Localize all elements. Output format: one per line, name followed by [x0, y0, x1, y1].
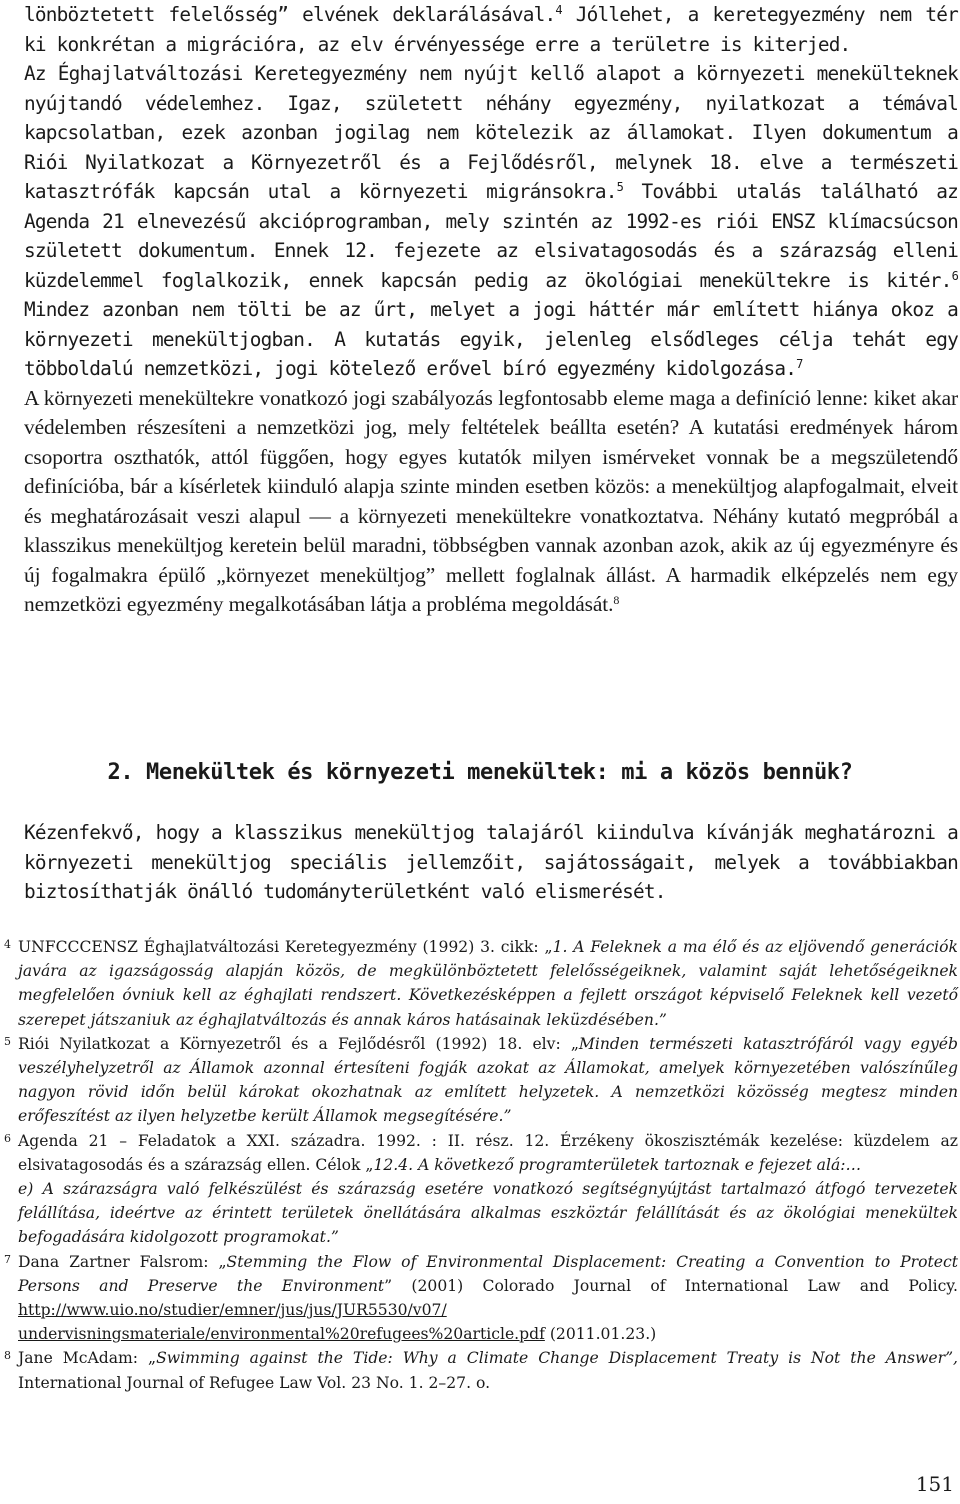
footnote-ref[interactable]: 8: [613, 593, 620, 607]
footnote-number: 6: [4, 1131, 11, 1145]
footnote-title: Swimming against the Tide: Why a Climate Change Displacement Treaty is Not the Answer”,: [156, 1349, 959, 1368]
footnote-4: [4, 935, 958, 1032]
footnote-6: [4, 1129, 958, 1250]
paragraph-text: Mindez azonban nem tölti be az űrt, melyet a jogi háttér már említett hiánya okoz a környezeti menekültjogban. A kutatás egyik, jelenleg elsődleges célja tehát egy többoldalú nemzetközi, jogi kötelező erővel bíró egyezmény kidolgozása.: [24, 298, 958, 380]
section-heading: 2. Menekültek és környezeti menekültek: mi a közös bennük?: [107, 760, 853, 785]
footnote-quote: 1. A Feleknek a ma élő és az eljövendő generációk javára az igazságosság alapján közös, de megkülönböztetett felelősségeiknek, valamint saját lehetőségeiknek megfelelően óvniuk kell az éghajlati rendszert. Következésképpen a fejlett országot képviselő Feleknek kell vezető szerepet játszaniuk az éghajlatváltozás és annak káros hatásainak leküzdésében.”: [18, 938, 958, 1029]
footnote-text: Dana Zartner Falsrom: „: [18, 1252, 227, 1271]
paragraph: [24, 384, 958, 620]
footnote-ref[interactable]: 7: [796, 357, 803, 371]
section-body: [24, 818, 958, 907]
footnote-number: 4: [4, 938, 11, 951]
paragraph-text: lönböztetett felelősség” elvének deklarálásával.: [24, 3, 556, 26]
footnote-7: [4, 1250, 958, 1347]
paragraph-text: A környezeti menekültekre vonatkozó jogi szabályozás legfontosabb eleme maga a definíció lenne: kiket akar védelemben részesíteni a nemzetközi jog, mely feltételek beállta esetén? A kutatási eredmények három csoportra oszthatók, attól függően, hogy egyes kutatók milyen ismérveket vonnak be a megszületendő definícióba, bár a kísérletek kiinduló alapja szinte minden esetben közös: a menekültjog alapfogalmait, elveit és meghatározásait veszi alapul — a környezeti menekültekre vonatkoztatva. Néhány kutató megpróbál a klasszikus menekültjog keretein belül maradni, többségben vannak azonban azok, akik az új egyezményre és új fogalmakra épülő „környezet menekültjog” mellett foglalnak állást. A harmadik elképzelés nem egy nemzetközi egyezmény megalkotásában látja a probléma megoldását.: [24, 385, 958, 616]
footnote-text: Riói Nyilatkozat a Környezetről és a Fejlődésről (1992) 18. elv: „: [18, 1034, 579, 1053]
footnote-5: [4, 1032, 958, 1129]
paragraph-text: Jóllehet, a keretegyezmény nem tér ki konkrétan a migrációra, az elv érvényessége erre a területre is kiterjed.: [24, 3, 958, 56]
footnote-text: Agenda 21 – Feladatok a XXI. századra. 1992. : II. rész. 12. Érzékeny ökoszisztémák kezelése: küzdelem az elsivatagosodás és a szárazság ellen. Célok „: [18, 1131, 958, 1174]
footnote-text: ” (2001) Colorado Journal of International Law and Policy.: [384, 1276, 958, 1295]
paragraph: [24, 59, 958, 384]
page-number: 151: [915, 1472, 954, 1496]
footnote-text: International Journal of Refugee Law Vol. 23 No. 1. 2–27. o.: [18, 1373, 491, 1392]
footnote-text: UNFCCCENSZ Éghajlatváltozási Keretegyezmény (1992) 3. cikk: „: [18, 938, 553, 956]
footnote-text: Jane McAdam: „: [18, 1349, 157, 1368]
footnote-ref[interactable]: 5: [616, 180, 624, 194]
footnote-link[interactable]: http://www.uio.no/studier/emner/jus/jus/JUR5530/v07/ undervisningsmateriale/environmental%20refugees%20article.pdf: [18, 1301, 545, 1344]
paragraph-text: További utalás található az Agenda 21 elnevezésű akcióprogramban, mely szintén az 1992-es riói ENSZ klímacsúcson született dokumentum. Ennek 12. fejezete az elsivatagosodás és a szárazság elleni küzdelemmel foglalkozik, ennek kapcsán pedig az ökológiai menekültekre is kitér.: [24, 180, 958, 292]
paragraph-text: Az Éghajlatváltozási Keretegyezmény nem nyújt kellő alapot a környezeti menekülteknek nyújtandó védelemhez. Igaz, született néhány egyezmény, nyilatkozat a témával kapcsolatban, ezek azonban jogilag nem kötelezik az államokat. Ilyen dokumentum a Riói Nyilatkozat a Környezetről és a Fejlődésről, melynek 18. elve a természeti katasztrófák kapcsán utal a környezeti migránsokra.: [24, 62, 958, 203]
footnotes: [4, 935, 958, 1395]
footnote-quote: Minden természeti katasztrófáról vagy egyéb veszélyhelyzetről az Államok azonnal értesíteni fogják azokat az Államokat, amelyek környezetében valószínűleg nagyon rövid időn belül károkat okozhatnak az említett helyzetek. A nemzetközi közösség megtesz minden erőfeszítést az ilyen helyzetbe került Államok megsegítésére.”: [18, 1034, 958, 1126]
footnote-quote: e) A szárazságra való felkészülést és szárazság esetére vonatkozó segítségnyújtást tartalmazó átfogó tervezetek felállítása, ideértve az érintett területek önellátására alkalmas eszköztár felállítását és az ökológiai menekültek befogadására kidolgozott programokat.”: [18, 1180, 958, 1247]
paragraph-continuation: [24, 0, 958, 59]
footnote-number: 8: [4, 1349, 11, 1363]
footnote-8: [4, 1346, 958, 1394]
footnote-ref[interactable]: 4: [555, 3, 562, 17]
footnote-quote: 12.4. A következő programterületek tartoznak e fejezet alá:…: [373, 1155, 862, 1174]
paragraph: Kézenfekvő, hogy a klasszikus menekültjog talajáról kiindulva kívánják meghatározni a környezeti menekültjog speciális jellemzőit, sajátosságait, melyek a továbbiakban biztosíthatják önálló tudományterületként való elismerését.: [24, 821, 958, 903]
body-text-block: [24, 0, 958, 620]
footnote-number: 7: [4, 1252, 11, 1266]
footnote-ref[interactable]: 6: [951, 268, 958, 283]
footnote-title: Stemming the Flow of Environmental Displacement: Creating a Convention to Protect Persons and Preserve the Environment: [18, 1252, 958, 1295]
footnote-number: 5: [4, 1034, 11, 1048]
footnote-text: (2011.01.23.): [544, 1325, 657, 1344]
